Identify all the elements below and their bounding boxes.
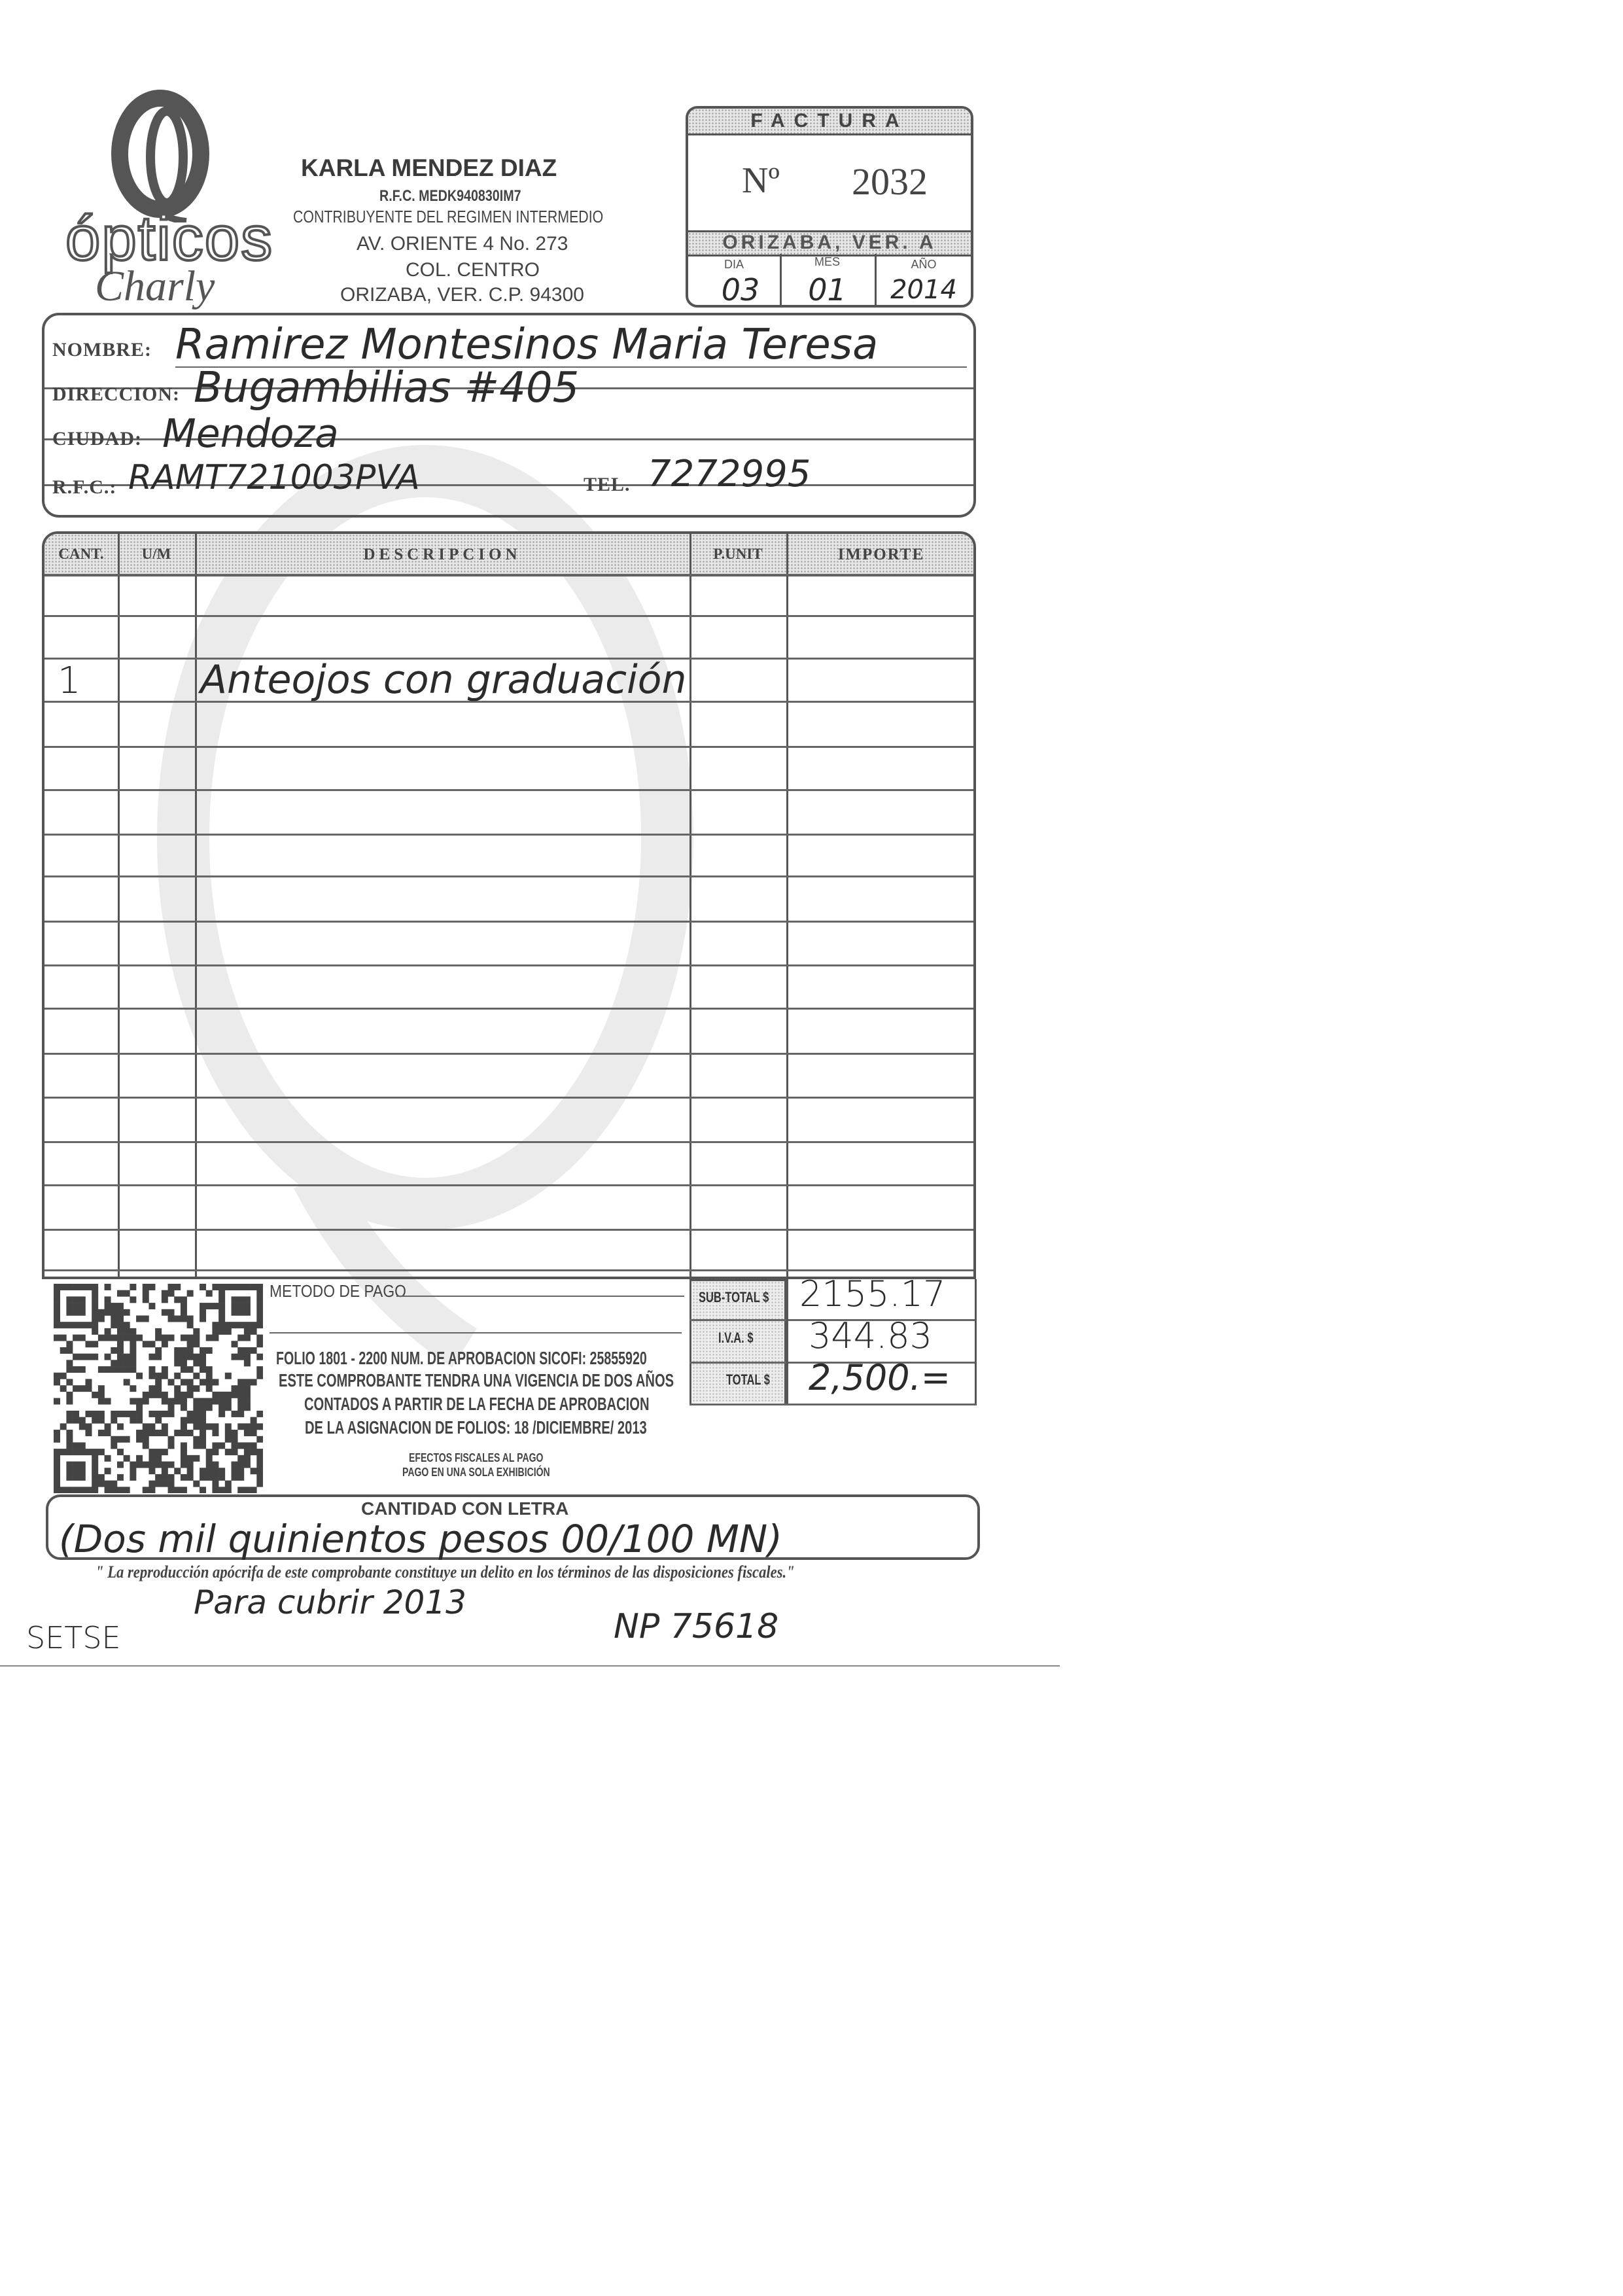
table-row-line <box>44 1229 973 1231</box>
amount-words-value: (Dos mil quinientos pesos 00/100 MN) <box>59 1517 782 1561</box>
fiscal-line-2: PAGO EN UNA SOLA EXHIBICIÓN <box>402 1466 550 1479</box>
date-month: 01 <box>808 272 846 308</box>
table-row-line <box>44 574 973 576</box>
table-row-line <box>44 746 973 748</box>
logo-brand-text: ópticos <box>65 203 274 274</box>
header-unit-price: P.UNIT <box>713 546 763 562</box>
invoice-number-label: Nº <box>742 160 780 201</box>
amount-words-label: CANTIDAD CON LETRA <box>361 1498 569 1519</box>
subtotal-label: SUB-TOTAL $ <box>699 1289 769 1305</box>
table-row-line <box>44 1184 973 1186</box>
total-value: 2,500.= <box>809 1357 951 1398</box>
total-label: TOTAL $ <box>726 1371 770 1388</box>
date-month-label: MES <box>814 255 840 268</box>
validity-line-1: ESTE COMPROBANTE TENDRA UNA VIGENCIA DE DOS AÑOS <box>279 1370 674 1390</box>
header-description: DESCRIPCION <box>363 546 521 563</box>
date-day: 03 <box>721 272 760 308</box>
note-period: Para cubrir 2013 <box>194 1583 466 1621</box>
header-amount: IMPORTE <box>837 546 925 563</box>
header-qty: CANT. <box>58 546 104 562</box>
items-table-frame <box>42 531 976 1279</box>
customer-name-label: NOMBRE: <box>52 339 152 361</box>
customer-rfc-label: R.F.C.: <box>52 476 117 498</box>
table-row-line <box>44 964 973 966</box>
customer-rfc: RAMT721003PVA <box>128 458 420 497</box>
legal-disclaimer: " La reproducción apócrifa de este comprobante constituye un delito en los términos de las disposiciones fiscales." <box>96 1563 795 1581</box>
customer-city-label: CIUDAD: <box>52 428 142 450</box>
table-row-line <box>44 875 973 877</box>
customer-address-label: DIRECCION: <box>52 383 181 405</box>
issuer-address-1: AV. ORIENTE 4 No. 273 <box>357 233 568 255</box>
table-row-line <box>44 1141 973 1143</box>
page-bottom-edge <box>0 1665 1060 1667</box>
table-row-line <box>44 1269 973 1271</box>
table-row-line <box>44 834 973 836</box>
issuer-rfc: R.F.C. MEDK940830IM7 <box>379 187 521 205</box>
table-row-line <box>44 921 973 923</box>
validity-line-2: CONTADOS A PARTIR DE LA FECHA DE APROBACION <box>304 1394 650 1414</box>
table-row-line <box>44 1053 973 1055</box>
validity-line-3: DE LA ASIGNACION DE FOLIOS: 18 /DICIEMBRE/ 2013 <box>305 1417 647 1438</box>
customer-tel: 7272995 <box>648 453 811 495</box>
invoice-box <box>686 106 973 308</box>
invoice-title: FACTURA <box>750 110 909 132</box>
fiscal-line-1: EFECTOS FISCALES AL PAGO <box>409 1451 544 1464</box>
note-left: SETSE <box>26 1620 121 1655</box>
iva-label: I.V.A. $ <box>718 1330 754 1346</box>
date-day-label: DIA <box>724 258 744 271</box>
date-year-label: AÑO <box>911 258 937 271</box>
header-unit: U/M <box>141 546 171 562</box>
note-np: NP 75618 <box>614 1607 779 1646</box>
invoice-number: 2032 <box>852 160 928 203</box>
table-row-line <box>44 1097 973 1099</box>
payment-method-label: METODO DE PAGO <box>270 1281 406 1301</box>
subtotal-value: 2155.17 <box>799 1273 946 1315</box>
customer-name: Ramirez Montesinos Maria Teresa <box>175 321 879 369</box>
issuer-regime: CONTRIBUYENTE DEL REGIMEN INTERMEDIO <box>293 207 604 226</box>
iva-value: 344.83 <box>809 1315 932 1356</box>
customer-address: Bugambilias #405 <box>194 364 580 412</box>
opticos-logo-icon <box>98 85 229 222</box>
issuer-address-2: COL. CENTRO <box>406 259 540 281</box>
table-row-line <box>44 1008 973 1010</box>
qr-code <box>54 1284 263 1493</box>
table-row-line <box>44 789 973 791</box>
logo-script-text: Charly <box>95 262 215 310</box>
table-row-line <box>44 615 973 617</box>
issuer-address-3: ORIZABA, VER. C.P. 94300 <box>340 284 584 306</box>
customer-city: Mendoza <box>162 411 339 457</box>
company-logo <box>59 85 294 308</box>
issuer-name: KARLA MENDEZ DIAZ <box>301 154 557 181</box>
date-year: 2014 <box>890 275 957 305</box>
folio-line: FOLIO 1801 - 2200 NUM. DE APROBACION SICOFI: 25855920 <box>276 1348 647 1368</box>
item-qty: 1 <box>58 660 81 702</box>
customer-tel-label: TEL. <box>584 474 631 495</box>
invoice-place: ORIZABA, VER. A <box>722 232 937 253</box>
item-description: Anteojos con graduación <box>200 657 687 703</box>
